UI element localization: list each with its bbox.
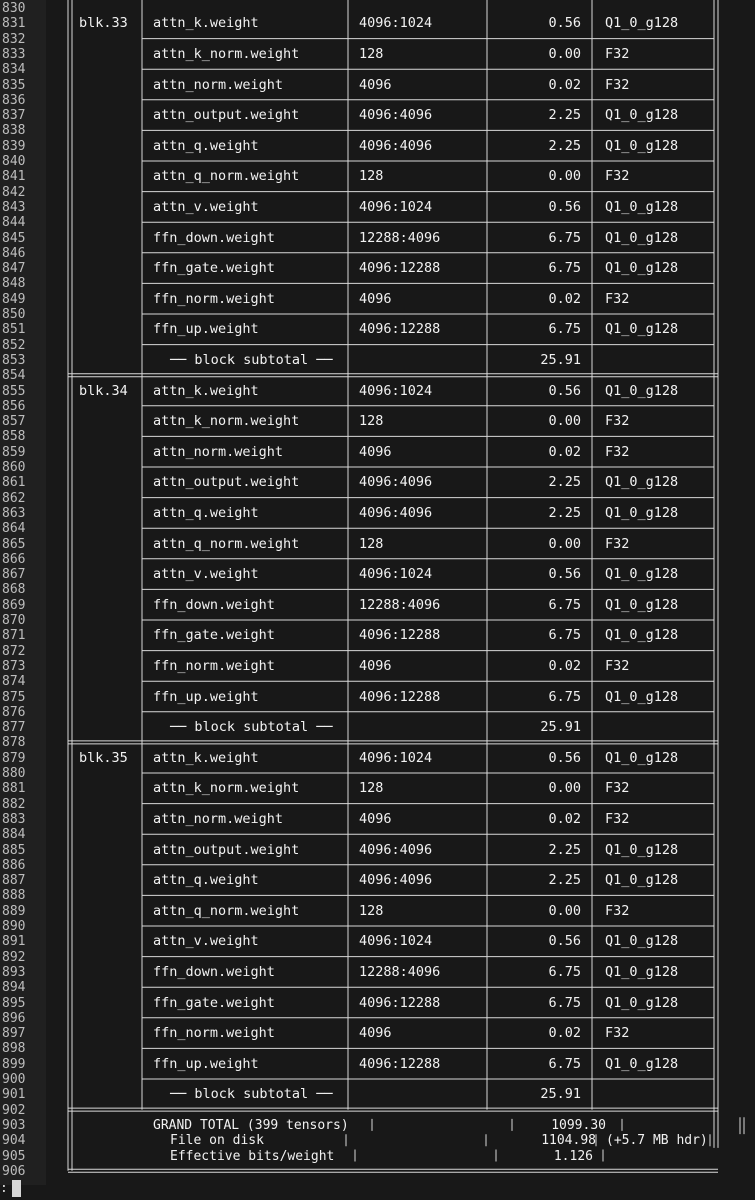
tensor-type: Q1_0_g128 — [605, 198, 679, 215]
text-cursor — [12, 1180, 21, 1197]
tensor-shape: 4096 — [359, 290, 392, 307]
tensor-size: 2.25 — [548, 107, 581, 124]
line-number: 863 — [2, 505, 26, 521]
tensor-name: attn_norm.weight — [153, 810, 284, 827]
tensor-shape: 4096:4096 — [359, 474, 433, 491]
tensor-size: 0.00 — [548, 780, 581, 797]
line-number: 894 — [2, 980, 26, 996]
tensor-type: F32 — [605, 657, 630, 674]
tensor-type: Q1_0_g128 — [605, 474, 679, 491]
line-number: 881 — [2, 781, 26, 797]
line-number: 870 — [2, 613, 26, 628]
line-number: 873 — [2, 658, 26, 674]
line-number: 868 — [2, 582, 26, 598]
line-number: 885 — [2, 842, 26, 858]
line-number: 906 — [2, 1163, 26, 1179]
line-number: 864 — [2, 521, 26, 537]
tensor-name: ffn_gate.weight — [153, 260, 275, 277]
line-number: 857 — [2, 414, 26, 430]
tensor-size: 6.75 — [548, 1055, 581, 1072]
line-number: 882 — [2, 796, 26, 812]
block-subtotal-label: ── block subtotal ── — [170, 351, 333, 368]
tensor-size: 2.25 — [548, 872, 581, 889]
bits-per-weight-label: Effective bits/weight — [170, 1148, 335, 1164]
tensor-name: ffn_down.weight — [153, 229, 275, 246]
line-number: 896 — [2, 1010, 26, 1026]
line-number: 879 — [2, 750, 26, 766]
tensor-size: 0.56 — [548, 749, 581, 766]
tensor-name: ffn_norm.weight — [153, 290, 275, 307]
tensor-type: Q1_0_g128 — [605, 229, 679, 246]
tensor-shape: 4096:1024 — [359, 382, 433, 399]
tensor-shape: 4096:4096 — [359, 841, 433, 858]
tensor-type: F32 — [605, 45, 630, 62]
tensor-name: attn_output.weight — [153, 841, 300, 858]
tensor-shape: 4096:1024 — [359, 749, 433, 766]
line-number: 887 — [2, 873, 26, 889]
line-number: 866 — [2, 551, 26, 567]
pager-prompt: : — [0, 1181, 8, 1196]
grand-total-label: GRAND TOTAL (399 tensors) — [153, 1117, 349, 1133]
line-number: 840 — [2, 154, 26, 169]
line-number: 851 — [2, 322, 26, 338]
tensor-size: 6.75 — [548, 229, 581, 246]
line-number: 848 — [2, 276, 26, 292]
line-number: 892 — [2, 949, 26, 965]
line-number: 839 — [2, 138, 26, 154]
tensor-type: Q1_0_g128 — [605, 321, 679, 338]
tensor-shape: 128 — [359, 902, 384, 919]
block-name: blk.35 — [79, 749, 128, 766]
line-number: 893 — [2, 964, 26, 980]
tensor-size: 6.75 — [548, 596, 581, 613]
line-number: 872 — [2, 643, 26, 659]
line-number: 853 — [2, 352, 26, 368]
line-number: 852 — [2, 337, 26, 353]
line-number: 858 — [2, 429, 26, 445]
line-number: 834 — [2, 62, 26, 78]
tensor-size: 0.00 — [548, 902, 581, 919]
tensor-type: Q1_0_g128 — [605, 382, 679, 399]
tensor-shape: 128 — [359, 535, 384, 552]
tensor-size: 0.02 — [548, 810, 581, 827]
line-number: 897 — [2, 1026, 26, 1042]
tensor-name: attn_q.weight — [153, 504, 259, 521]
line-number: 904 — [2, 1133, 26, 1149]
tensor-size: 2.25 — [548, 137, 581, 154]
line-number: 891 — [2, 934, 26, 950]
line-number: 903 — [2, 1117, 26, 1133]
line-number: 874 — [2, 674, 26, 690]
block-subtotal-label: ── block subtotal ── — [170, 719, 333, 736]
tensor-name: attn_q.weight — [153, 872, 259, 889]
line-number: 878 — [2, 735, 26, 751]
tensor-shape: 4096 — [359, 657, 392, 674]
tensor-shape: 4096:4096 — [359, 137, 433, 154]
block-name: blk.33 — [79, 15, 128, 32]
tensor-type: Q1_0_g128 — [605, 872, 679, 889]
tensor-name: attn_k.weight — [153, 15, 259, 32]
tensor-type: Q1_0_g128 — [605, 841, 679, 858]
tensor-name: attn_norm.weight — [153, 76, 284, 93]
tensor-size: 6.75 — [548, 994, 581, 1011]
tensor-name: ffn_down.weight — [153, 963, 275, 980]
line-number: 843 — [2, 199, 26, 215]
block-subtotal-value: 25.91 — [540, 351, 581, 368]
tensor-shape: 4096 — [359, 76, 392, 93]
tensor-size: 2.25 — [548, 841, 581, 858]
tensor-shape: 4096 — [359, 810, 392, 827]
tensor-size: 0.00 — [548, 413, 581, 430]
tensor-shape: 4096:4096 — [359, 872, 433, 889]
line-number: 833 — [2, 46, 26, 62]
line-number: 869 — [2, 597, 26, 613]
file-on-disk-value: 1104.98 — [541, 1133, 596, 1149]
line-number: 860 — [2, 460, 26, 475]
tensor-type: F32 — [605, 535, 630, 552]
line-number: 856 — [2, 398, 26, 414]
tensor-name: attn_k_norm.weight — [153, 413, 300, 430]
tensor-name: attn_q.weight — [153, 137, 259, 154]
tensor-name: ffn_gate.weight — [153, 627, 275, 644]
tensor-name: attn_k_norm.weight — [153, 780, 300, 797]
tensor-size: 2.25 — [548, 474, 581, 491]
line-number: 846 — [2, 245, 26, 261]
tensor-type: F32 — [605, 413, 630, 430]
tensor-type: F32 — [605, 1025, 630, 1042]
line-number: 901 — [2, 1087, 26, 1103]
line-number: 855 — [2, 383, 26, 399]
tensor-type: Q1_0_g128 — [605, 1055, 679, 1072]
tensor-shape: 4096:12288 — [359, 321, 441, 338]
tensor-shape: 12288:4096 — [359, 596, 441, 613]
tensor-type: Q1_0_g128 — [605, 504, 679, 521]
tensor-size: 0.00 — [548, 535, 581, 552]
line-number: 861 — [2, 475, 26, 491]
file-on-disk-label: File on disk — [170, 1133, 264, 1149]
tensor-type: Q1_0_g128 — [605, 933, 679, 950]
tensor-type: Q1_0_g128 — [605, 107, 679, 124]
tensor-size: 0.02 — [548, 657, 581, 674]
tensor-shape: 4096:12288 — [359, 260, 441, 277]
tensor-shape: 128 — [359, 168, 384, 185]
line-number: 865 — [2, 536, 26, 552]
line-number: 844 — [2, 215, 26, 231]
line-number: 832 — [2, 31, 26, 47]
tensor-name: attn_k_norm.weight — [153, 45, 300, 62]
tensor-size: 0.56 — [548, 382, 581, 399]
line-number: 847 — [2, 261, 26, 277]
tensor-type: Q1_0_g128 — [605, 15, 679, 32]
tensor-size: 0.02 — [548, 290, 581, 307]
tensor-shape: 4096:12288 — [359, 1055, 441, 1072]
line-number: 862 — [2, 490, 26, 506]
tensor-name: attn_q_norm.weight — [153, 902, 300, 919]
line-number: 890 — [2, 919, 26, 934]
tensor-type: Q1_0_g128 — [605, 688, 679, 705]
tensor-size: 2.25 — [548, 504, 581, 521]
tensor-name: attn_output.weight — [153, 107, 300, 124]
tensor-type: F32 — [605, 902, 630, 919]
tensor-size: 6.75 — [548, 963, 581, 980]
tensor-name: attn_output.weight — [153, 474, 300, 491]
tensor-size: 6.75 — [548, 321, 581, 338]
line-number: 875 — [2, 689, 26, 705]
tensor-type: F32 — [605, 780, 630, 797]
line-number: 900 — [2, 1072, 26, 1087]
tensor-size: 0.00 — [548, 45, 581, 62]
tensor-name: attn_k.weight — [153, 382, 259, 399]
tensor-name: attn_v.weight — [153, 198, 259, 215]
tensor-size: 6.75 — [548, 260, 581, 277]
tensor-type: Q1_0_g128 — [605, 994, 679, 1011]
line-number: 899 — [2, 1056, 26, 1072]
tensor-size: 0.02 — [548, 76, 581, 93]
line-number: 859 — [2, 444, 26, 460]
line-number: 841 — [2, 169, 26, 185]
tensor-size: 0.56 — [548, 198, 581, 215]
file-on-disk-note: (+5.7 MB hdr) — [606, 1133, 708, 1149]
block-subtotal-value: 25.91 — [540, 719, 581, 736]
tensor-type: Q1_0_g128 — [605, 749, 679, 766]
line-number: 836 — [2, 92, 26, 108]
tensor-size: 0.56 — [548, 15, 581, 32]
line-number: 902 — [2, 1102, 26, 1118]
tensor-shape: 4096:4096 — [359, 107, 433, 124]
line-number: 850 — [2, 307, 26, 322]
tensor-size: 0.02 — [548, 443, 581, 460]
tensor-type: F32 — [605, 168, 630, 185]
tensor-type: F32 — [605, 810, 630, 827]
tensor-name: attn_v.weight — [153, 566, 259, 583]
tensor-name: ffn_gate.weight — [153, 994, 275, 1011]
tensor-shape: 4096:1024 — [359, 566, 433, 583]
line-number: 888 — [2, 888, 26, 904]
line-number: 835 — [2, 77, 26, 93]
tensor-type: Q1_0_g128 — [605, 963, 679, 980]
tensor-type: Q1_0_g128 — [605, 596, 679, 613]
tensor-type: Q1_0_g128 — [605, 566, 679, 583]
tensor-shape: 128 — [359, 45, 384, 62]
line-number: 895 — [2, 995, 26, 1011]
tensor-name: ffn_norm.weight — [153, 1025, 275, 1042]
tensor-shape: 4096:1024 — [359, 933, 433, 950]
bits-per-weight-value: 1.126 — [553, 1148, 593, 1164]
line-number: 849 — [2, 291, 26, 307]
tensor-size: 0.00 — [548, 168, 581, 185]
tensor-size: 0.02 — [548, 1025, 581, 1042]
line-number: 831 — [2, 16, 26, 32]
tensor-name: attn_norm.weight — [153, 443, 284, 460]
line-number: 838 — [2, 123, 26, 139]
line-number: 830 — [2, 1, 26, 16]
tensor-name: attn_q_norm.weight — [153, 168, 300, 185]
tensor-size: 6.75 — [548, 688, 581, 705]
line-number: 845 — [2, 230, 26, 246]
tensor-name: ffn_norm.weight — [153, 657, 275, 674]
tensor-type: F32 — [605, 443, 630, 460]
tensor-name: ffn_up.weight — [153, 321, 259, 338]
line-number: 886 — [2, 857, 26, 873]
tensor-shape: 12288:4096 — [359, 963, 441, 980]
line-number: 837 — [2, 108, 26, 124]
block-name: blk.34 — [79, 382, 128, 399]
tensor-type: Q1_0_g128 — [605, 627, 679, 644]
tensor-name: ffn_up.weight — [153, 1055, 259, 1072]
tensor-type: F32 — [605, 290, 630, 307]
tensor-type: F32 — [605, 76, 630, 93]
tensor-shape: 4096 — [359, 1025, 392, 1042]
tensor-name: ffn_down.weight — [153, 596, 275, 613]
line-number: 883 — [2, 811, 26, 827]
tensor-shape: 4096:1024 — [359, 198, 433, 215]
tensor-shape: 4096:4096 — [359, 504, 433, 521]
block-subtotal-label: ── block subtotal ── — [170, 1086, 333, 1103]
tensor-shape: 4096:1024 — [359, 15, 433, 32]
tensor-shape: 4096 — [359, 443, 392, 460]
tensor-shape: 4096:12288 — [359, 994, 441, 1011]
tensor-type: Q1_0_g128 — [605, 260, 679, 277]
line-number: 842 — [2, 184, 26, 200]
tensor-size: 6.75 — [548, 627, 581, 644]
line-number: 854 — [2, 368, 26, 384]
tensor-shape: 4096:12288 — [359, 688, 441, 705]
line-number: 876 — [2, 704, 26, 720]
line-number: 884 — [2, 827, 26, 843]
line-number: 871 — [2, 628, 26, 644]
line-number: 889 — [2, 903, 26, 919]
tensor-size: 0.56 — [548, 933, 581, 950]
line-number: 877 — [2, 720, 26, 736]
tensor-size: 0.56 — [548, 566, 581, 583]
line-number: 905 — [2, 1148, 26, 1164]
tensor-name: attn_k.weight — [153, 749, 259, 766]
line-number: 867 — [2, 567, 26, 583]
tensor-shape: 128 — [359, 413, 384, 430]
line-number: 898 — [2, 1041, 26, 1057]
tensor-name: attn_v.weight — [153, 933, 259, 950]
tensor-shape: 128 — [359, 780, 384, 797]
block-subtotal-value: 25.91 — [540, 1086, 581, 1103]
tensor-name: ffn_up.weight — [153, 688, 259, 705]
grand-total-value: 1099.30 — [551, 1117, 606, 1133]
tensor-shape: 4096:12288 — [359, 627, 441, 644]
tensor-name: attn_q_norm.weight — [153, 535, 300, 552]
tensor-shape: 12288:4096 — [359, 229, 441, 246]
line-number: 880 — [2, 766, 26, 781]
tensor-type: Q1_0_g128 — [605, 137, 679, 154]
